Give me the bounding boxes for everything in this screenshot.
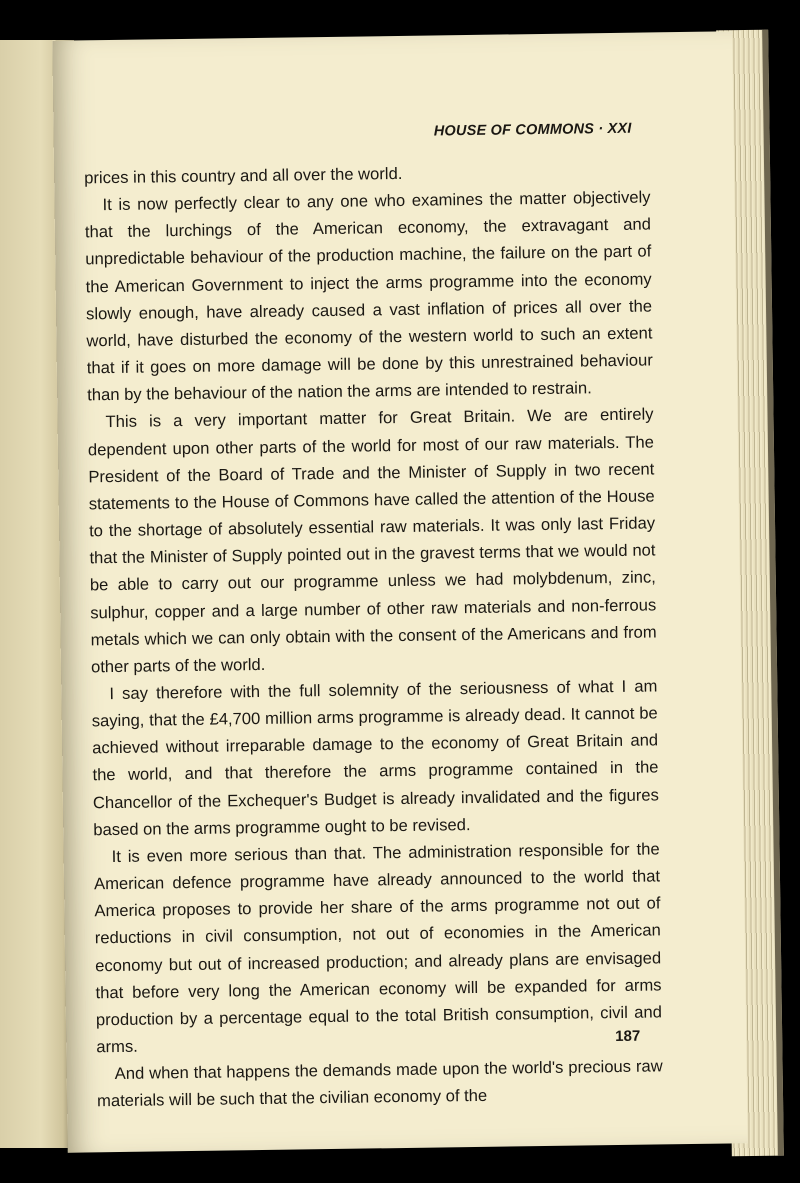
paragraph: It is now perfectly clear to any one who examines the matter objectively that the lurchings of the American economy, the extravagant and unpredictable behaviour of the production machine, the failure on the part of the American Government to inject the arms programme into the economy slowly enough, have already caused a vast inflation of prices all over the world, have disturbed the economy of the western world to such an extent that if it goes on more damage will be done by this unrestrained behaviour than by the behaviour of the nation the arms are intended to restrain. [84,187,653,405]
paragraph: It is even more serious than that. The administration responsible for the American defence programme have already announced to the world that America proposes to provide her share of the arms programme not out of reductions in civil consumption, not out of economies in the American economy but out of increased production; and already plans are envisaged that before very long the American economy will be expanded for arms production by a percentage equal to the total British consumption, civil and arms. [93,839,663,1057]
paragraph: I say therefore with the full solemnity of the seriousness of what I am saying, that the £4,700 million arms programme is already dead. It cannot be achieved without irreparable damage to the economy of Great Britain and the world, and that therefore the arms programme contained in the Chancellor of the Exchequer's Budget is already invalidated and the figures based on the arms programme ought to be revised. [91,676,659,840]
paragraph: This is a very important matter for Great Britain. We are entirely dependent upon other parts of the world for most of our raw materials. The President of the Board of Trade and the Minister of Supply in two recent statements to the House of Commons have called the attention of the House to the shortage of absolutely essential raw materials. It was only last Friday that the Minister of Supply pointed out in the gravest terms that we would not be able to carry out our programme unless we had molybdenum, zinc, sulphur, copper and a large number of other raw materials and non-ferrous metals which we can only obtain with the consent of the Americans and from other parts of the world. [87,404,657,677]
running-head: HOUSE OF COMMONS · XXI [433,120,632,140]
page-number: 187 [615,1027,641,1046]
paragraph-continued: prices in this country and all over the world. [84,163,403,188]
book-page [52,31,747,1152]
paragraph: And when that happens the demands made upon the world's precious raw materials will be such that the civilian economy of the [96,1056,663,1111]
page-body [84,156,663,1114]
